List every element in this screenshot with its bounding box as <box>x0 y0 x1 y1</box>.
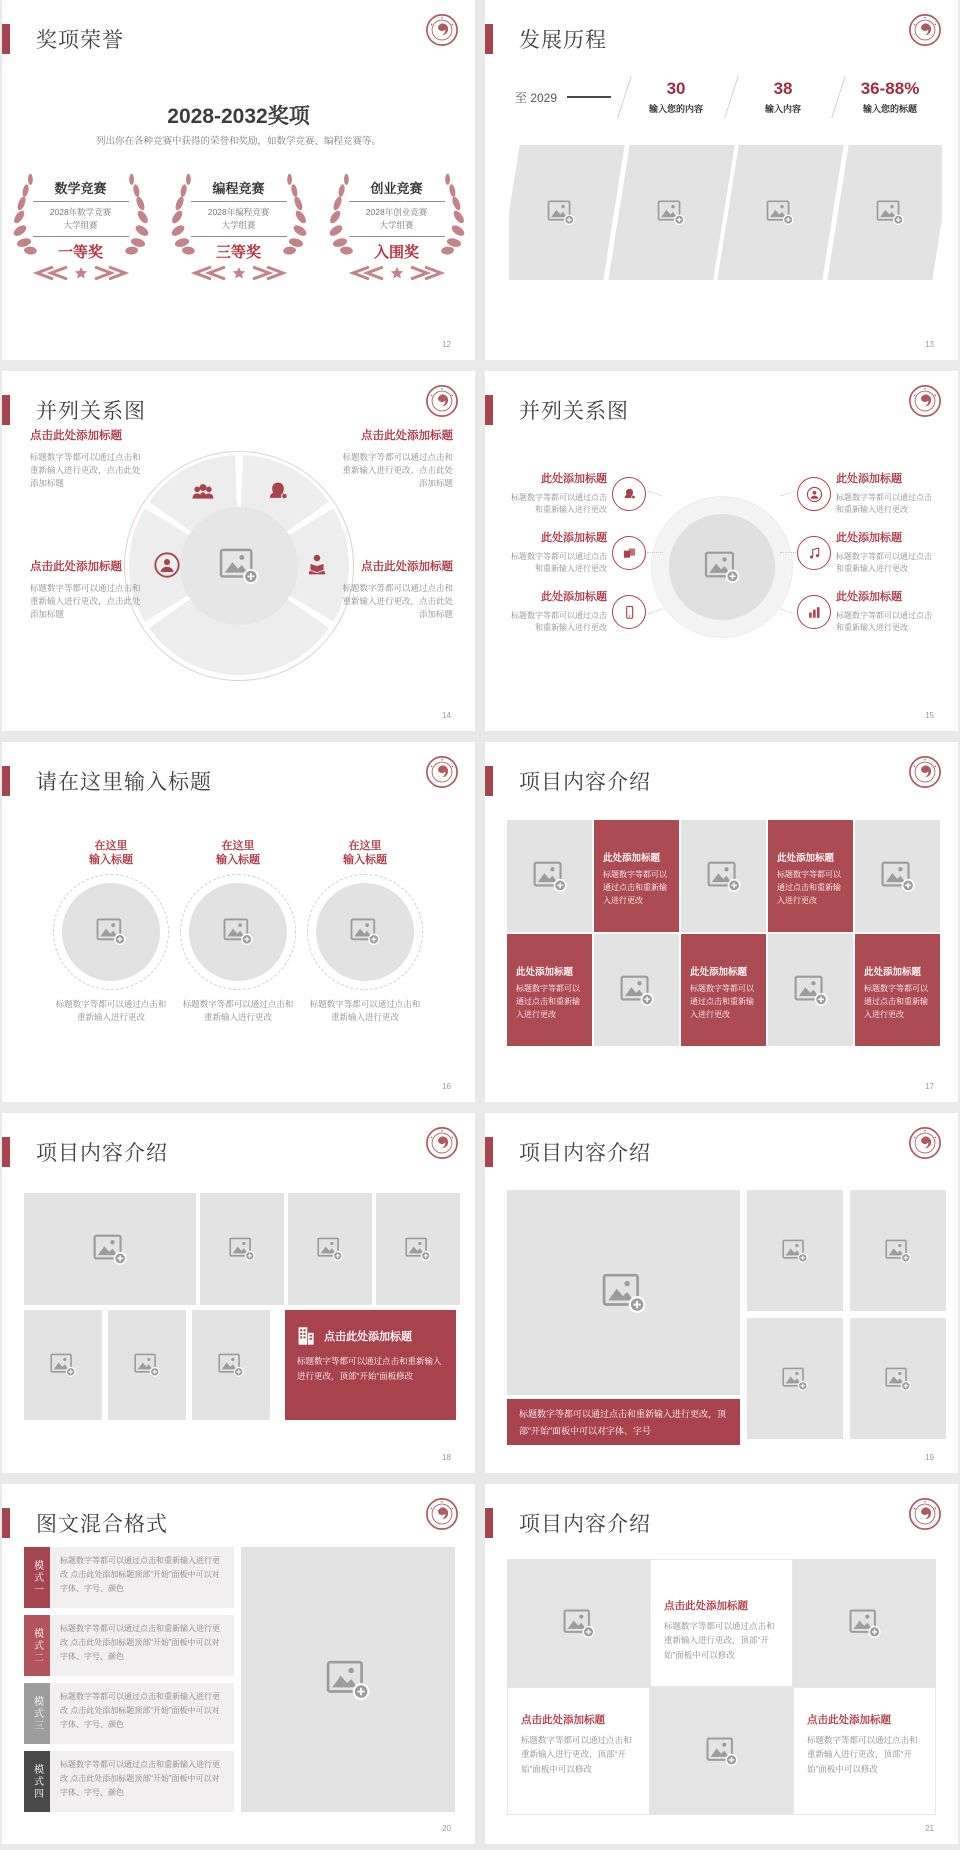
spoke-icon-badge <box>797 536 831 570</box>
image-placeholder-icon <box>223 918 253 945</box>
woman-icon <box>264 478 292 506</box>
page-number: 14 <box>442 711 451 720</box>
mode-list <box>24 1547 234 1819</box>
image-placeholder[interactable] <box>747 1318 843 1439</box>
page-number: 18 <box>442 1453 451 1462</box>
item-body: 标题数字等都可以通过点击和重新输入进行更改，点击此处添加标题 <box>342 582 453 620</box>
label-line2: 输入标题 <box>216 853 260 866</box>
label-line1: 在这里 <box>348 840 382 852</box>
slide-title: 项目内容介绍 <box>36 1142 168 1165</box>
image-placeholder-icon <box>766 200 794 225</box>
building-icon <box>297 1325 316 1347</box>
laurel-branch-icon <box>122 172 154 262</box>
block-body: 标题数字等都可以通过点击和重新输入进行更改，顶部“开始”面板修改 <box>297 1356 442 1381</box>
item-body: 标题数字等都可以通过点击和重新输入进行更改 <box>836 611 932 633</box>
spoke-item <box>836 471 938 517</box>
dotted-connector <box>647 609 663 615</box>
image-placeholder[interactable] <box>241 1547 455 1812</box>
tile-body: 标题数字等都可以通过点击和重新输入进行更改 <box>864 984 928 1020</box>
spoke-item <box>836 530 938 576</box>
divider <box>349 201 445 202</box>
image-placeholder[interactable] <box>288 1193 372 1305</box>
image-placeholder[interactable] <box>747 1190 843 1311</box>
item-title: 点击此处添加标题 <box>361 561 453 573</box>
image-placeholder[interactable] <box>180 507 298 625</box>
image-placeholder[interactable] <box>189 883 287 981</box>
image-placeholder[interactable] <box>24 1193 196 1305</box>
slide-16-three-circles[interactable] <box>2 742 475 1102</box>
wreath-base-star-icon <box>179 266 299 280</box>
year-label: 至 2029 <box>515 90 558 105</box>
item-title: 此处添加标题 <box>836 532 902 544</box>
image-placeholder[interactable] <box>850 1190 946 1311</box>
slide-title: 项目内容介绍 <box>519 1142 651 1165</box>
slide-title: 请在这里输入标题 <box>36 771 212 794</box>
slanted-divider <box>617 76 632 118</box>
title-accent-bar <box>2 24 10 54</box>
text-tile <box>681 934 766 1046</box>
slide-title: 并列关系图 <box>36 400 146 423</box>
text-cell <box>650 1559 793 1687</box>
school-seal-logo <box>425 1497 459 1531</box>
mode-item <box>24 1615 234 1676</box>
stat-label: 输入您的标题 <box>863 104 918 114</box>
slide-header <box>485 395 629 425</box>
item-title: 此处添加标题 <box>541 532 607 544</box>
corner-item <box>30 428 142 490</box>
column-caption: 标题数字等都可以通过点击和重新输入进行更改 <box>182 998 294 1023</box>
image-placeholder-icon <box>657 200 685 225</box>
spoke-item <box>505 530 607 576</box>
item-title: 点击此处添加标题 <box>30 430 122 442</box>
image-placeholder[interactable] <box>681 820 766 932</box>
tile-body: 标题数字等都可以通过点击和重新输入进行更改 <box>603 870 667 906</box>
mode-body: 标题数字等都可以通过点击和重新输入进行更改 点击此处添加标题顶部“开始”面板中可以对字体、字号、颜色 <box>50 1751 234 1812</box>
award-name: 编程竞赛 <box>212 181 265 196</box>
image-placeholder[interactable] <box>108 1310 186 1420</box>
cell-title: 点击此处添加标题 <box>807 1714 891 1726</box>
dashed-ring <box>53 874 169 990</box>
slide-title: 奖项荣誉 <box>36 29 124 52</box>
title-accent-bar <box>485 395 493 425</box>
column-caption: 标题数字等都可以通过点击和重新输入进行更改 <box>55 998 167 1023</box>
mode-tab: 模式四 <box>24 1751 50 1812</box>
school-seal-logo <box>425 384 459 418</box>
award-name: 创业竞赛 <box>370 181 423 196</box>
title-accent-bar <box>2 395 10 425</box>
title-accent-bar <box>485 1508 493 1538</box>
item-body: 标题数字等都可以通过点击和重新输入进行更改 <box>511 493 607 515</box>
divider <box>191 236 287 237</box>
image-placeholder-icon <box>876 200 904 225</box>
page-number: 12 <box>442 340 451 349</box>
image-placeholder[interactable] <box>650 1687 793 1815</box>
item-title: 此处添加标题 <box>836 591 902 603</box>
cell-body: 标题数字等都可以通过点击和重新输入进行更改，顶部“开始”面板中可以修改 <box>664 1621 775 1660</box>
center-circle <box>652 497 792 637</box>
image-placeholder[interactable] <box>62 883 160 981</box>
cell-title: 点击此处添加标题 <box>664 1600 748 1612</box>
people-group-icon <box>189 480 217 508</box>
item-body: 标题数字等都可以通过点击和重新输入进行更改 <box>511 611 607 633</box>
award-name: 数学竞赛 <box>54 181 107 196</box>
image-placeholder-icon <box>563 1609 595 1638</box>
text-cell <box>507 1687 650 1815</box>
text-tile <box>594 820 679 932</box>
item-body: 标题数字等都可以通过点击和重新输入进行更改，点击此处添加标题 <box>30 451 141 489</box>
image-placeholder[interactable] <box>850 1318 946 1439</box>
side-image-grid <box>747 1190 946 1439</box>
slide-title: 并列关系图 <box>519 400 629 423</box>
laurel-branch-icon <box>280 172 312 262</box>
slide-header <box>2 766 212 796</box>
laurel-branch-icon <box>324 172 356 262</box>
bottom-image-row <box>24 1310 456 1420</box>
image-placeholder-icon <box>96 918 126 945</box>
mode-tab: 模式一 <box>24 1547 50 1608</box>
mode-item <box>24 1683 234 1744</box>
slide-header <box>485 24 607 54</box>
spoke-icon-badge <box>612 595 646 629</box>
slide-title: 发展历程 <box>519 29 607 52</box>
dotted-connector <box>780 609 796 615</box>
item-body: 标题数字等都可以通过点击和重新输入进行更改 <box>836 552 932 574</box>
divider <box>191 201 287 202</box>
award-detail: 2028年编程竞赛 <box>207 207 270 217</box>
award-group: 大学组赛 <box>221 219 256 230</box>
stat-value: 38 <box>773 79 793 98</box>
image-placeholder-icon <box>405 1237 431 1261</box>
title-accent-bar <box>485 1137 493 1167</box>
page-number: 13 <box>925 340 934 349</box>
divider <box>349 236 445 237</box>
label-line2: 输入标题 <box>343 853 387 866</box>
label-line1: 在这里 <box>94 840 128 852</box>
item-body: 标题数字等都可以通过点击和重新输入进行更改 <box>511 552 607 574</box>
checkerboard-grid <box>507 820 940 1046</box>
image-placeholder-icon <box>547 200 575 225</box>
title-accent-bar <box>2 1508 10 1538</box>
mode-body: 标题数字等都可以通过点击和重新输入进行更改 点击此处添加标题顶部“开始”面板中可以对字体、字号、颜色 <box>50 1683 234 1744</box>
page-number: 20 <box>442 1824 451 1833</box>
text-cell <box>793 1687 936 1815</box>
award-wreath <box>322 168 472 285</box>
wreath-base-star-icon <box>21 266 141 280</box>
divider <box>33 201 129 202</box>
item-body: 标题数字等都可以通过点击和重新输入进行更改，点击此处添加标题 <box>342 451 453 489</box>
files-icon <box>621 545 638 562</box>
title-accent-bar <box>485 24 493 54</box>
item-body: 标题数字等都可以通过点击和重新输入进行更改 <box>836 493 932 515</box>
image-placeholder-icon <box>885 1367 911 1391</box>
dash-line <box>567 96 611 98</box>
image-placeholder[interactable] <box>24 1310 102 1420</box>
title-accent-bar <box>2 1137 10 1167</box>
page-number: 15 <box>925 711 934 720</box>
title-accent-bar <box>485 766 493 796</box>
slide-header <box>2 395 146 425</box>
stat-label: 输入您的内容 <box>649 104 704 114</box>
laurel-branch-icon <box>438 172 470 262</box>
slide-title: 项目内容介绍 <box>519 1513 651 1536</box>
slide-14-radial-diagram[interactable] <box>2 371 475 731</box>
circle-column <box>290 840 440 1025</box>
school-seal-logo <box>908 13 942 47</box>
image-placeholder[interactable] <box>507 820 592 932</box>
image-placeholder-icon <box>317 1237 343 1261</box>
awards-heading: 2028-2032奖项 <box>167 105 310 128</box>
image-placeholder-icon <box>93 1234 127 1265</box>
dashed-ring <box>180 874 296 990</box>
dashed-ring <box>307 874 423 990</box>
image-placeholder-icon <box>782 1239 808 1263</box>
image-placeholder-icon <box>350 918 380 945</box>
tile-title: 此处添加标题 <box>690 967 748 978</box>
reader-icon <box>303 551 331 579</box>
item-title: 点击此处添加标题 <box>30 561 122 573</box>
image-placeholder-icon <box>218 1353 244 1377</box>
cell-title: 点击此处添加标题 <box>521 1714 605 1726</box>
slide-12-awards[interactable] <box>2 0 475 360</box>
content-grid <box>507 1559 936 1815</box>
award-group: 大学组赛 <box>63 219 98 230</box>
image-placeholder[interactable] <box>376 1193 460 1305</box>
stat-value: 30 <box>666 79 686 98</box>
image-placeholder[interactable] <box>855 820 940 932</box>
image-placeholder-icon <box>885 1239 911 1263</box>
award-prize: 三等奖 <box>215 243 261 261</box>
slide-18-image-grid[interactable] <box>2 1113 475 1473</box>
image-placeholder-icon <box>219 548 259 584</box>
music-icon <box>806 545 823 562</box>
text-tile <box>768 820 853 932</box>
slide-title: 项目内容介绍 <box>519 771 651 794</box>
phone-icon <box>621 604 638 621</box>
image-placeholder[interactable] <box>608 145 734 280</box>
page-number: 17 <box>925 1082 934 1091</box>
spoke-icon-badge <box>797 595 831 629</box>
slide-header <box>2 24 124 54</box>
slide-header <box>485 766 651 796</box>
school-seal-logo <box>908 755 942 789</box>
tile-body: 标题数字等都可以通过点击和重新输入进行更改 <box>777 870 841 906</box>
stat-block <box>741 79 825 115</box>
slide-header <box>2 1508 168 1538</box>
slide-19-big-image[interactable] <box>485 1113 958 1473</box>
award-prize: 入围奖 <box>373 243 419 261</box>
image-placeholder-icon <box>134 1353 160 1377</box>
image-placeholder[interactable] <box>768 934 853 1046</box>
timeline-stats-row <box>515 76 944 118</box>
image-strip <box>509 145 942 280</box>
item-title: 此处添加标题 <box>541 473 607 485</box>
text-tile <box>507 934 592 1046</box>
caption-block <box>285 1310 456 1420</box>
title-accent-bar <box>2 766 10 796</box>
image-placeholder-icon <box>50 1353 76 1377</box>
label-line2: 输入标题 <box>89 853 133 866</box>
dotted-connector <box>780 552 796 553</box>
divider <box>33 236 129 237</box>
school-seal-logo <box>425 13 459 47</box>
image-placeholder-icon <box>326 1660 370 1700</box>
woman-icon <box>621 486 638 503</box>
mode-body: 标题数字等都可以通过点击和重新输入进行更改 点击此处添加标题顶部“开始”面板中可以对字体、字号、颜色 <box>50 1547 234 1608</box>
award-group: 大学组赛 <box>379 219 414 230</box>
item-title: 此处添加标题 <box>541 591 607 603</box>
column-label <box>290 840 440 868</box>
slide-header <box>485 1508 651 1538</box>
image-placeholder-icon <box>707 861 741 892</box>
award-wreath <box>164 168 314 285</box>
mode-tab: 模式二 <box>24 1615 50 1676</box>
tile-title: 此处添加标题 <box>864 967 922 978</box>
stat-value: 36-88% <box>860 79 920 98</box>
dotted-connector <box>647 491 663 497</box>
wreath-base-star-icon <box>337 266 457 280</box>
image-placeholder-icon <box>229 1237 255 1261</box>
slide-15-spoke-diagram[interactable] <box>485 371 958 731</box>
stat-label: 输入内容 <box>765 104 802 114</box>
stat-block <box>848 79 932 115</box>
tile-body: 标题数字等都可以通过点击和重新输入进行更改 <box>690 984 754 1020</box>
text-tile <box>855 934 940 1046</box>
block-title: 点击此处添加标题 <box>324 1331 412 1343</box>
awards-subtitle: 列出你在各种竞赛中获得的荣誉和奖励，如数学竞赛、编程竞赛等。 <box>95 136 381 147</box>
image-placeholder[interactable] <box>669 514 775 620</box>
laurel-branch-icon <box>8 172 40 262</box>
school-seal-logo <box>908 1126 942 1160</box>
tile-title: 此处添加标题 <box>516 967 574 978</box>
page-number: 19 <box>925 1453 934 1462</box>
person-circle-icon <box>153 551 181 579</box>
spoke-item <box>505 471 607 517</box>
school-seal-logo <box>908 1497 942 1531</box>
image-placeholder[interactable] <box>507 1559 650 1687</box>
item-title: 点击此处添加标题 <box>361 430 453 442</box>
image-placeholder[interactable] <box>793 1559 936 1687</box>
slanted-divider <box>724 76 739 118</box>
image-placeholder[interactable] <box>827 145 942 280</box>
image-placeholder-icon <box>602 1273 646 1313</box>
award-prize: 一等奖 <box>57 243 103 261</box>
spoke-icon-badge <box>797 477 831 511</box>
label-line1: 在这里 <box>221 840 255 852</box>
mode-item <box>24 1751 234 1812</box>
image-placeholder-icon <box>849 1609 881 1638</box>
cell-body: 标题数字等都可以通过点击和重新输入进行更改，顶部“开始”面板中可以修改 <box>807 1735 918 1774</box>
awards-row <box>2 168 475 285</box>
image-placeholder[interactable] <box>316 883 414 981</box>
dotted-connector <box>647 552 663 553</box>
item-body: 标题数字等都可以通过点击和重新输入进行更改，点击此处添加标题 <box>30 582 141 620</box>
spoke-item <box>836 589 938 635</box>
top-image-row <box>24 1193 460 1305</box>
image-placeholder[interactable] <box>200 1193 284 1305</box>
image-placeholder-icon <box>704 551 740 583</box>
image-placeholder[interactable] <box>594 934 679 1046</box>
image-placeholder-icon <box>706 1737 738 1766</box>
spoke-icon-badge <box>612 477 646 511</box>
image-caption: 标题数字等都可以通过点击和重新输入进行更改，顶部“开始”面板中可以对字体、字号 <box>507 1399 740 1445</box>
tile-body: 标题数字等都可以通过点击和重新输入进行更改 <box>516 984 580 1020</box>
image-placeholder-icon <box>533 861 567 892</box>
image-placeholder-icon <box>794 975 828 1006</box>
tile-title: 此处添加标题 <box>777 853 835 864</box>
corner-item <box>30 559 142 621</box>
image-placeholder[interactable] <box>509 145 624 280</box>
tile-title: 此处添加标题 <box>603 853 661 864</box>
slide-header <box>485 1137 651 1167</box>
page-number: 16 <box>442 1082 451 1091</box>
image-placeholder[interactable] <box>507 1190 740 1395</box>
corner-item <box>341 428 453 490</box>
mode-tab: 模式三 <box>24 1683 50 1744</box>
stat-block <box>634 79 718 115</box>
school-seal-logo <box>425 1126 459 1160</box>
image-placeholder[interactable] <box>717 145 843 280</box>
column-caption: 标题数字等都可以通过点击和重新输入进行更改 <box>309 998 421 1023</box>
spoke-item <box>505 589 607 635</box>
image-placeholder-icon <box>881 861 915 892</box>
laurel-branch-icon <box>166 172 198 262</box>
chart-icon <box>806 604 823 621</box>
slide-17-checkerboard[interactable] <box>485 742 958 1102</box>
slide-title: 图文混合格式 <box>36 1513 168 1536</box>
item-title: 此处添加标题 <box>836 473 902 485</box>
image-placeholder-icon <box>620 975 654 1006</box>
image-placeholder[interactable] <box>192 1310 270 1420</box>
slide-13-timeline[interactable] <box>485 0 958 360</box>
cell-body: 标题数字等都可以通过点击和重新输入进行更改，顶部“开始”面板中可以修改 <box>521 1735 632 1774</box>
school-seal-logo <box>425 755 459 789</box>
slide-header <box>2 1137 168 1167</box>
mode-item <box>24 1547 234 1608</box>
school-seal-logo <box>908 384 942 418</box>
slide-20-mixed-layout[interactable] <box>2 1484 475 1844</box>
mode-body: 标题数字等都可以通过点击和重新输入进行更改 点击此处添加标题顶部“开始”面板中可以对字体、字号、颜色 <box>50 1615 234 1676</box>
spoke-icon-badge <box>612 536 646 570</box>
award-wreath <box>6 168 156 285</box>
dotted-connector <box>780 491 796 497</box>
award-detail: 2028年数学竞赛 <box>49 207 112 217</box>
slide-21-content-grid[interactable] <box>485 1484 958 1844</box>
image-placeholder-icon <box>782 1367 808 1391</box>
person-icon <box>806 486 823 503</box>
corner-item <box>341 559 453 621</box>
page-number: 21 <box>925 1824 934 1833</box>
award-detail: 2028年创业竞赛 <box>365 207 428 217</box>
slanted-divider <box>831 76 846 118</box>
